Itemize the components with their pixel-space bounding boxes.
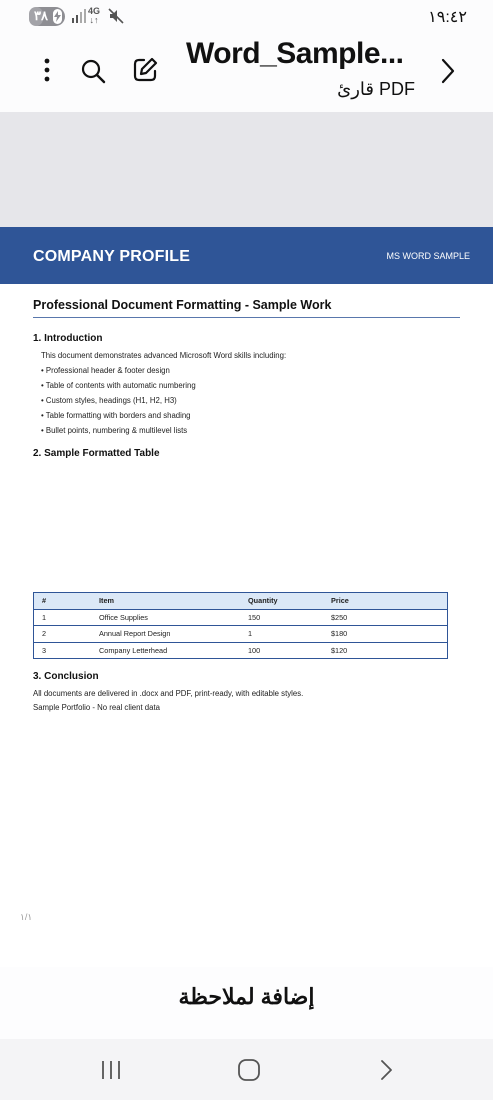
app-bar <box>0 34 493 112</box>
table-header-cell: # <box>34 593 92 610</box>
search-icon[interactable] <box>80 58 106 84</box>
conclusion-text: All documents are delivered in .docx and PDF, print-ready, with editable styles. <box>33 689 304 698</box>
table-header-row <box>34 593 448 610</box>
page-indicator: ١/١ <box>20 912 33 922</box>
add-note-button[interactable]: إضافة لملاحظة <box>178 984 315 1009</box>
table-cell: Office Supplies <box>91 609 240 626</box>
table-cell: 2 <box>34 626 92 643</box>
add-note-bar[interactable] <box>0 967 493 1039</box>
sample-table <box>33 592 448 659</box>
table-cell: $180 <box>323 626 448 643</box>
network-type-label: 4G <box>88 6 101 16</box>
document-header-band <box>0 227 493 284</box>
table-cell: 150 <box>240 609 323 626</box>
table-cell: 3 <box>34 642 92 659</box>
table-cell: $250 <box>323 609 448 626</box>
back-icon[interactable] <box>378 1059 394 1081</box>
document-subtitle: Professional Document Formatting - Sample Work <box>33 298 332 312</box>
section-heading-conclusion: 3. Conclusion <box>33 671 99 682</box>
table-cell: 100 <box>240 642 323 659</box>
bullet-item: • Professional header & footer design <box>41 366 170 375</box>
table-row <box>34 626 448 643</box>
bullet-item: • Table of contents with automatic numbering <box>41 381 196 390</box>
table-cell: Annual Report Design <box>91 626 240 643</box>
document-header-tag: MS WORD SAMPLE <box>386 251 470 261</box>
battery-level-text: ٣٨ <box>34 8 48 23</box>
table-row <box>34 609 448 626</box>
table-cell: Company Letterhead <box>91 642 240 659</box>
signal-bars-icon <box>72 9 86 28</box>
edit-icon[interactable] <box>132 57 158 83</box>
table-header-cell: Price <box>323 593 448 610</box>
home-icon[interactable] <box>237 1058 261 1082</box>
subtitle-divider <box>33 317 460 318</box>
chevron-right-icon[interactable] <box>439 58 457 84</box>
mute-icon <box>108 8 124 29</box>
table-cell: $120 <box>323 642 448 659</box>
conclusion-note: Sample Portfolio - No real client data <box>33 703 160 712</box>
system-nav-bar <box>0 1039 493 1100</box>
section-heading-table: 2. Sample Formatted Table <box>33 448 160 459</box>
table-row <box>34 642 448 659</box>
section-heading-introduction: 1. Introduction <box>33 333 103 344</box>
status-clock: ١٩:٤٢ <box>428 9 467 26</box>
more-options-icon[interactable] <box>37 56 57 84</box>
table-cell: 1 <box>240 626 323 643</box>
charging-bolt-icon <box>53 9 62 24</box>
pdf-page[interactable] <box>0 227 493 1035</box>
bullet-item: • Custom styles, headings (H1, H2, H3) <box>41 396 177 405</box>
introduction-text: This document demonstrates advanced Microsoft Word skills including: <box>41 351 287 360</box>
recent-apps-icon[interactable] <box>100 1059 122 1081</box>
document-header-title: COMPANY PROFILE <box>33 248 191 265</box>
table-header-cell: Quantity <box>240 593 323 610</box>
status-bar <box>0 0 493 34</box>
app-name-subtitle: قارئ PDF <box>337 79 415 99</box>
network-4g-icon: 4G ↓↑ <box>88 6 101 25</box>
table-cell: 1 <box>34 609 92 626</box>
battery-charging-icon <box>29 7 65 26</box>
table-header-cell: Item <box>91 593 240 610</box>
document-title: Word_Sample... <box>186 37 404 70</box>
bullet-item: • Bullet points, numbering & multilevel lists <box>41 426 188 435</box>
pdf-viewer[interactable] <box>0 112 493 967</box>
bullet-item: • Table formatting with borders and shading <box>41 411 191 420</box>
